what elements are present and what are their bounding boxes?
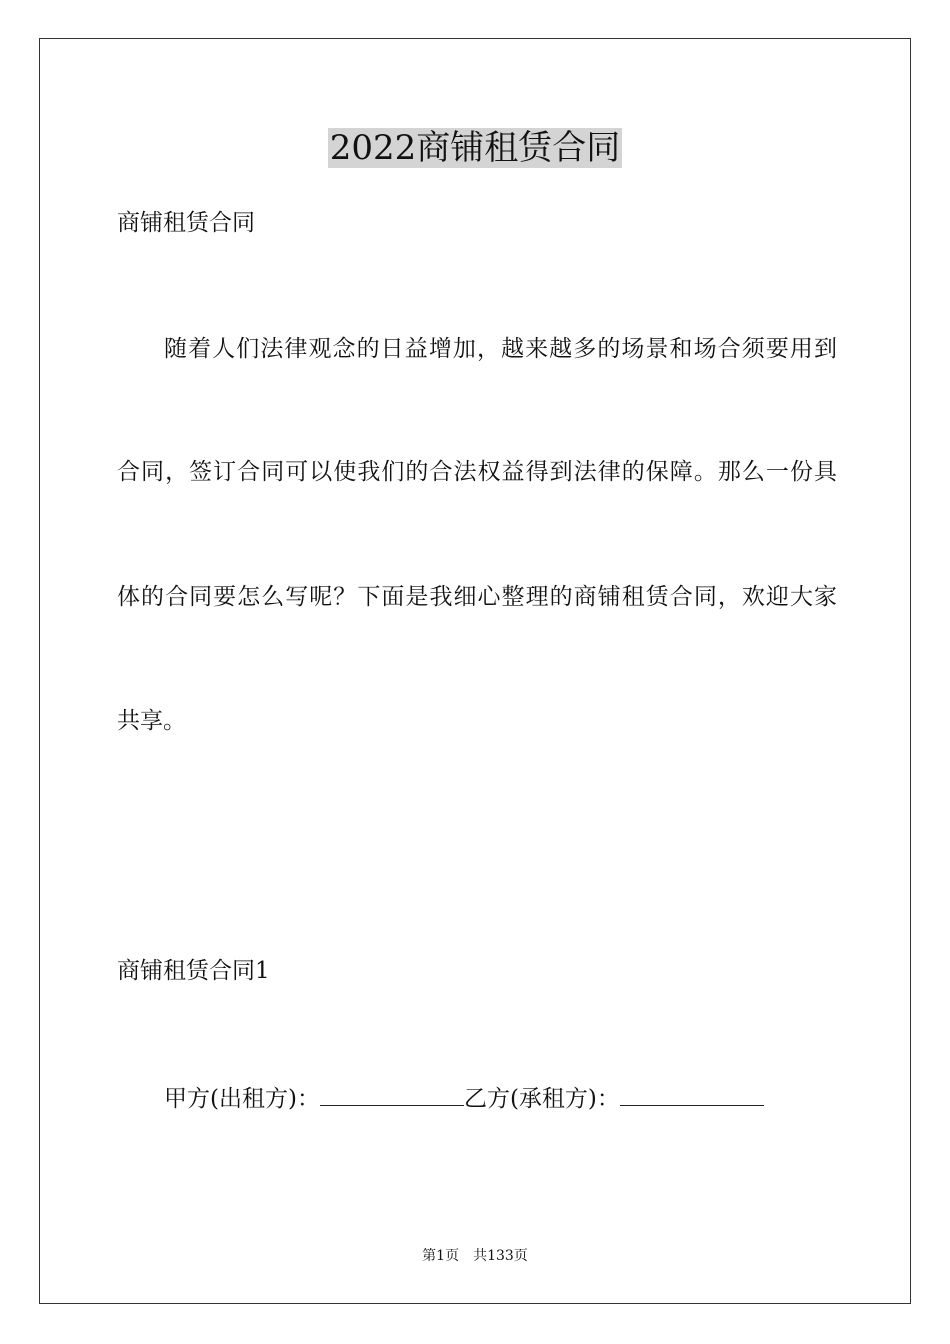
intro-line-3: 体的合同要怎么写呢？下面是我细心整理的商铺租赁合同，欢迎大家 — [117, 584, 837, 610]
intro-line-2: 合同，签订合同可以使我们的合法权益得到法律的保障。那么一份具 — [117, 459, 837, 485]
party-b-blank — [620, 1081, 764, 1106]
party-a-blank — [320, 1081, 464, 1106]
document-title-text: 2022商铺租赁合同 — [329, 128, 621, 168]
intro-line-4: 共享。 — [117, 708, 186, 734]
party-a-label: 甲方(出租方)： — [164, 1086, 320, 1112]
section-heading: 商铺租赁合同1 — [117, 958, 270, 984]
page-total: 共133页 — [473, 1248, 528, 1264]
page-number: 第1页 — [422, 1248, 460, 1264]
page-footer — [0, 1247, 950, 1265]
parties-line — [164, 1081, 837, 1114]
document-subtitle: 商铺租赁合同 — [117, 210, 255, 236]
party-b-label: 乙方(承租方)： — [463, 1086, 620, 1112]
document-title — [0, 126, 950, 170]
intro-line-1: 随着人们法律观念的日益增加，越来越多的场景和场合须要用到 — [164, 336, 837, 362]
